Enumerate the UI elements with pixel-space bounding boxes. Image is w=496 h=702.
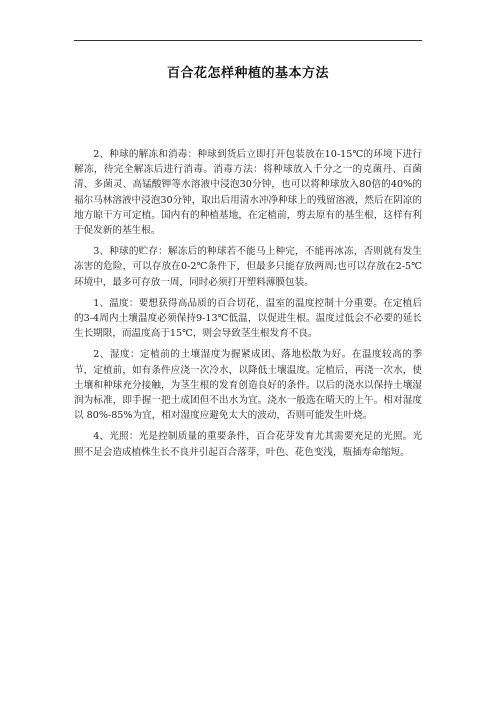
paragraph-humidity: 2、湿度：定植前的土壤湿度为握紧成团、落地松散为好。在温度较高的季节，定植前，如有条件应浇一次冷水，以降低土壤温度。定植后，再浇一次水，使土壤和种球充分接触，为茎生根的发育创造良好的条件。以后的浇水以保持土壤湿润为标准，即手握一把土成团但不出水为宜。浇水一般选在晴天的上午。相对湿度以 80%-85%为宜，相对湿度应避免太大的波动，否则可能发生叶烧。 [74,349,422,422]
paragraph-temperature: 1、温度：要想获得高品质的百合切花，温室的温度控制十分重要。在定植后的3-4周内土壤温度必须保持9-13℃低温，以促进生根。温度过低会不必要的延长生长期限，而温度高于15℃，则会导致茎生根发育不良。 [74,297,422,340]
paragraph-bulb-thawing-disinfection: 2、种球的解冻和消毒：种球到货后立即打开包装放在10-15℃的环境下进行解冻，待完全解冻后进行消毒。消毒方法：将种球放入千分之一的克菌丹、百菌清、多菌灵、高锰酸钾等水溶液中浸泡30分钟，也可以将种球放入80倍的40%的福尔马林溶液中浸泡30分钟，取出后用清水冲净种球上的残留溶液，然后在阴凉的地方晾干方可定植。国内有的种植基地，在定植前，剪去原有的基生根，这样有利于促发新的基生根。 [74,149,422,237]
document-title: 百合花怎样种植的基本方法 [166,66,329,81]
paragraph-bulb-storage: 3、种球的贮存：解冻后的种球若不能马上种完，不能再冰冻，否则就有发生冻害的危险，可以存放在0-2℃条件下，但最多只能存放两周;也可以存放在2-5℃环境中，最多可存放一周，同时必须打开塑料薄膜包装。 [74,246,422,288]
paragraph-light: 4、光照：光是控制质量的重要条件，百合花芽发育尤其需要充足的光照。光照不足会造成植株生长不良并引起百合落芽，叶色、花色变浅，瓶插寿命缩短。 [74,431,422,458]
header-rule [74,40,422,41]
document-body [74,147,422,466]
